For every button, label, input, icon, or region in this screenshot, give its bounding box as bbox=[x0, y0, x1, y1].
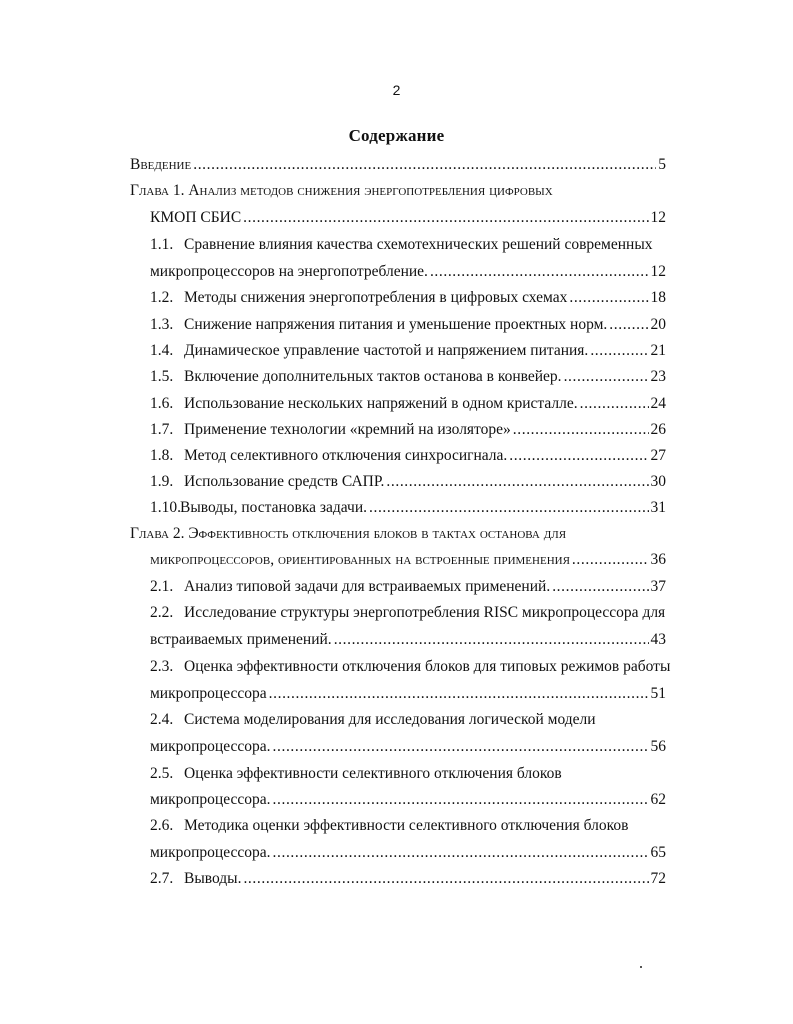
section-number: 1.3. bbox=[150, 316, 174, 333]
scan-speck bbox=[640, 966, 642, 968]
toc-page-number: 12 bbox=[650, 263, 666, 280]
dot-leader bbox=[193, 155, 656, 175]
toc-entry-1-9[interactable] bbox=[150, 472, 666, 492]
toc-entry-label: Выводы. bbox=[184, 870, 242, 887]
toc-entry-1-1[interactable] bbox=[150, 235, 653, 255]
dot-leader bbox=[569, 288, 648, 308]
toc-entry-2-7[interactable] bbox=[150, 869, 666, 889]
toc-entry-1-10[interactable] bbox=[150, 498, 666, 518]
section-number: 2.1. bbox=[150, 578, 174, 595]
toc-entry-2-1[interactable] bbox=[150, 577, 666, 597]
section-number: 1.4. bbox=[150, 342, 174, 359]
chapter-1-heading[interactable]: Глава 1. Анализ методов снижения энергопотребления цифровых bbox=[130, 182, 553, 199]
toc-page-number: 27 bbox=[650, 447, 666, 464]
toc-page-number: 37 bbox=[650, 578, 666, 595]
dot-leader bbox=[572, 550, 649, 570]
toc-page-number: 12 bbox=[650, 209, 666, 226]
section-number: 2.6. bbox=[150, 817, 174, 834]
dot-leader bbox=[564, 367, 649, 387]
toc-entry-2-4-cont[interactable] bbox=[150, 737, 666, 757]
toc-entry-2-5-cont[interactable] bbox=[150, 790, 666, 810]
dot-leader bbox=[552, 577, 648, 597]
toc-entry-1-4[interactable] bbox=[150, 341, 666, 361]
toc-entry-label: Включение дополнительных тактов останова в конвейер. bbox=[184, 368, 562, 385]
dot-leader bbox=[513, 420, 649, 440]
toc-entry-label: Анализ типовой задачи для встраиваемых применений. bbox=[184, 578, 551, 595]
toc-entry-label: Применение технологии «кремний на изоляторе» bbox=[184, 421, 511, 438]
dot-leader bbox=[334, 630, 649, 650]
toc-entry-label: микропроцессора. bbox=[150, 738, 271, 755]
toc-entry-2-2-cont[interactable] bbox=[150, 630, 666, 650]
chapter-2-heading[interactable]: Глава 2. Эффективность отключения блоков в тактах останова для bbox=[130, 525, 567, 542]
toc-entry-label: микропроцессора bbox=[150, 685, 267, 702]
section-number: 1.10. bbox=[150, 499, 181, 516]
section-number: 2.3. bbox=[150, 658, 174, 675]
dot-leader bbox=[430, 262, 649, 282]
toc-page-number: 31 bbox=[650, 499, 666, 516]
section-number: 2.5. bbox=[150, 765, 174, 782]
toc-entry-label: Использование средств САПР. bbox=[184, 473, 385, 490]
toc-entry-label: Оценка эффективности отключения блоков для типовых режимов работы bbox=[184, 658, 671, 675]
section-number: 2.7. bbox=[150, 870, 174, 887]
toc-page-number: 30 bbox=[650, 473, 666, 490]
toc-entry-2-5[interactable] bbox=[150, 764, 562, 784]
dot-leader bbox=[273, 843, 649, 863]
dot-leader bbox=[273, 737, 649, 757]
toc-page-number: 36 bbox=[650, 551, 666, 568]
toc-entry-2-6-cont[interactable] bbox=[150, 843, 666, 863]
toc-entry-label: Сравнение влияния качества схемотехнических решений современных bbox=[184, 236, 653, 253]
section-number: 2.2. bbox=[150, 604, 174, 621]
toc-entry-label: встраиваемых применений. bbox=[150, 631, 332, 648]
toc-entry-label: Введение bbox=[130, 156, 192, 173]
section-number: 1.1. bbox=[150, 236, 174, 253]
dot-leader bbox=[609, 315, 648, 335]
section-number: 1.9. bbox=[150, 473, 174, 490]
dot-leader bbox=[243, 208, 648, 228]
dot-leader bbox=[386, 472, 648, 492]
toc-entry-ch1[interactable] bbox=[150, 208, 666, 228]
dot-leader bbox=[590, 341, 648, 361]
toc-entry-label: Исследование структуры энергопотребления RISC микропроцессора для bbox=[184, 604, 666, 621]
toc-page-number: 21 bbox=[650, 342, 666, 359]
section-number: 1.5. bbox=[150, 368, 174, 385]
toc-entry-1-1-cont[interactable] bbox=[150, 262, 666, 282]
toc-entry-1-8[interactable] bbox=[150, 446, 666, 466]
dot-leader bbox=[369, 498, 649, 518]
toc-entry-label: Оценка эффективности селективного отключения блоков bbox=[184, 765, 562, 782]
toc-entry-2-3-cont[interactable] bbox=[150, 684, 666, 704]
toc-entry-1-7[interactable] bbox=[150, 420, 666, 440]
toc-page-number: 51 bbox=[650, 685, 666, 702]
toc-page-number: 5 bbox=[658, 156, 666, 173]
section-number: 1.2. bbox=[150, 289, 174, 306]
toc-page-number: 62 bbox=[650, 791, 666, 808]
page-title: Содержание bbox=[348, 126, 445, 145]
dot-leader bbox=[580, 394, 649, 414]
toc-entry-label: Выводы, постановка задачи. bbox=[180, 499, 367, 516]
toc-entry-label: Система моделирования для исследования логической модели bbox=[184, 711, 596, 728]
section-number: 1.7. bbox=[150, 421, 174, 438]
toc-entry-label: Методика оценки эффективности селективного отключения блоков bbox=[184, 817, 629, 834]
toc-entry-2-3[interactable] bbox=[150, 657, 670, 677]
section-number: 1.8. bbox=[150, 447, 174, 464]
toc-entry-label: микропроцессора. bbox=[150, 844, 271, 861]
toc-entry-label: КМОП СБИС bbox=[150, 209, 242, 226]
toc-entry-label: Динамическое управление частотой и напряжением питания. bbox=[184, 342, 589, 359]
section-number: 2.4. bbox=[150, 711, 174, 728]
toc-entry-label: Метод селективного отключения синхросигнала. bbox=[184, 447, 508, 464]
toc-entry-label: микропроцессоров, ориентированных на встроенные применения bbox=[150, 551, 570, 568]
toc-entry-1-2[interactable] bbox=[150, 288, 666, 308]
toc-page-number: 23 bbox=[650, 368, 666, 385]
dot-leader bbox=[509, 446, 648, 466]
toc-page-number: 26 bbox=[650, 421, 666, 438]
section-number: 1.6. bbox=[150, 395, 174, 412]
toc-entry-1-5[interactable] bbox=[150, 367, 666, 387]
toc-entry-label: микропроцессора. bbox=[150, 791, 271, 808]
toc-page-number: 20 bbox=[650, 316, 666, 333]
toc-entry-label: микропроцессоров на энергопотребление. bbox=[150, 263, 428, 280]
toc-entry-intro[interactable] bbox=[130, 155, 666, 175]
toc-page-number: 72 bbox=[650, 870, 666, 887]
toc-entry-label: Использование нескольких напряжений в одном кристалле. bbox=[184, 395, 578, 412]
toc-entry-2-2[interactable] bbox=[150, 603, 665, 623]
toc-page-number: 43 bbox=[650, 631, 666, 648]
toc-entry-1-3[interactable] bbox=[150, 315, 666, 335]
dot-leader bbox=[273, 790, 649, 810]
toc-page-number: 65 bbox=[650, 844, 666, 861]
dot-leader bbox=[243, 869, 648, 889]
toc-entry-2-6[interactable] bbox=[150, 816, 628, 836]
toc-entry-1-6[interactable] bbox=[150, 394, 666, 414]
toc-entry-ch2[interactable] bbox=[150, 550, 666, 570]
toc-entry-label: Методы снижения энергопотребления в цифровых схемах bbox=[184, 289, 568, 306]
toc-page-number: 56 bbox=[650, 738, 666, 755]
dot-leader bbox=[269, 684, 649, 704]
page-number: 2 bbox=[392, 82, 401, 98]
toc-page-number: 24 bbox=[650, 395, 666, 412]
toc-page-number: 18 bbox=[650, 289, 666, 306]
toc-entry-2-4[interactable] bbox=[150, 710, 596, 730]
toc-entry-label: Снижение напряжения питания и уменьшение проектных норм. bbox=[184, 316, 608, 333]
